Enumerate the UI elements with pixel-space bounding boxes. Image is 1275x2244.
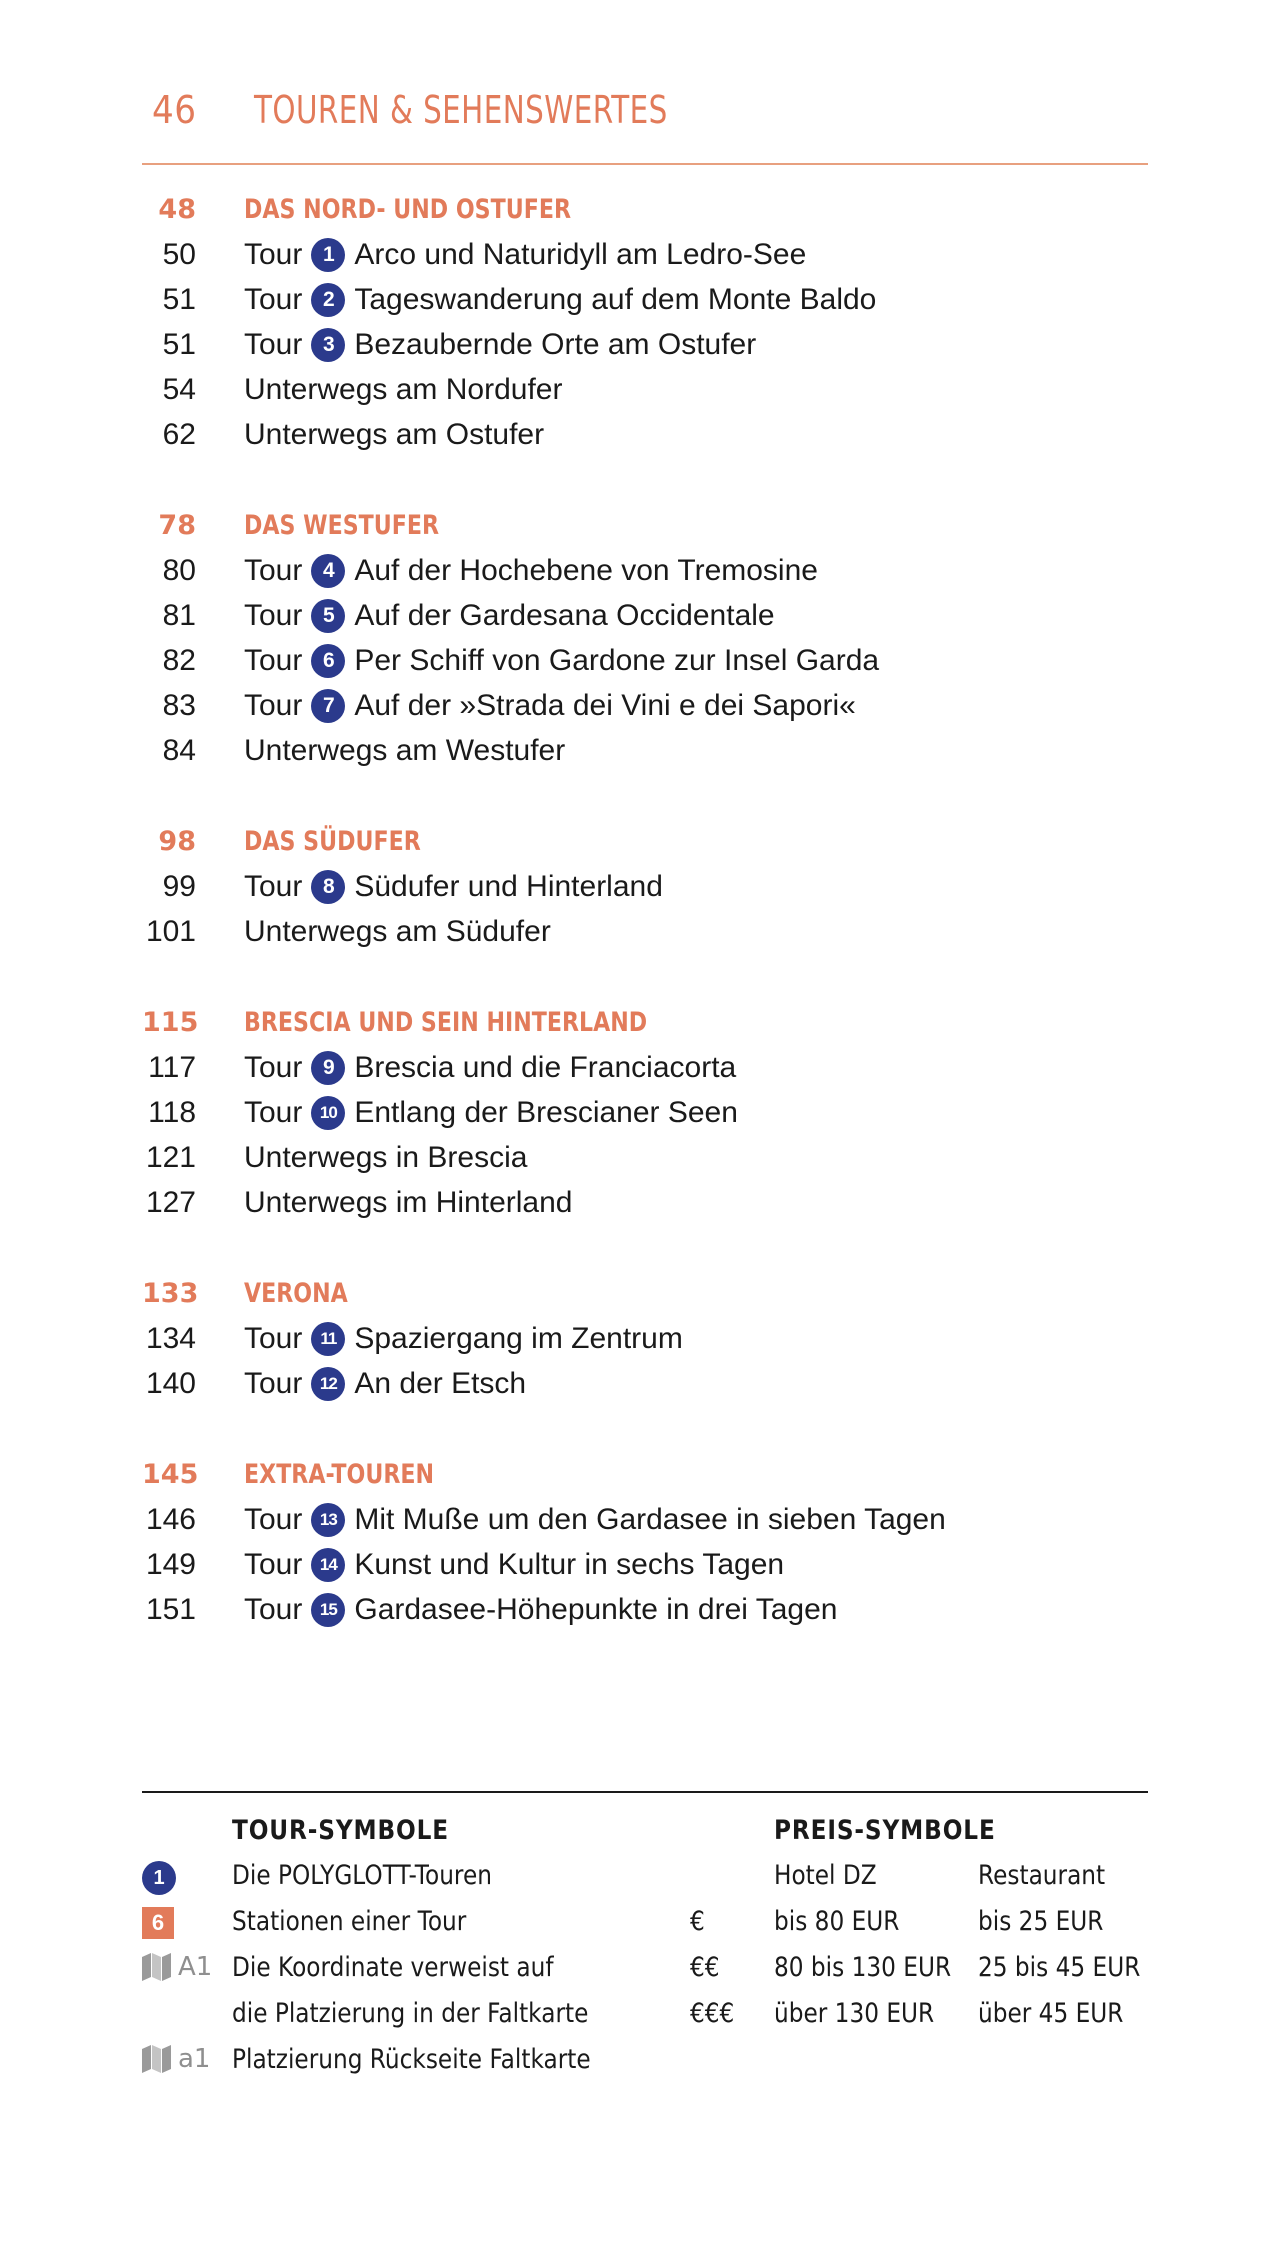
- entry-page-number: 50: [162, 237, 196, 271]
- price-restaurant: bis 25 EUR: [978, 1906, 1104, 1937]
- map-coordinate-code: A1: [178, 1952, 213, 1982]
- toc-section: [142, 1452, 1148, 1632]
- entry-label: Spaziergang im Zentrum: [354, 1321, 683, 1355]
- entry-page-number: 82: [162, 643, 196, 677]
- toc-entry[interactable]: [142, 1180, 1148, 1225]
- tour-word: Tour: [244, 688, 303, 722]
- tour-number-badge-icon: 7: [311, 689, 345, 723]
- tour-number-badge-icon: 8: [311, 870, 345, 904]
- entry-label: Tageswanderung auf dem Monte Baldo: [354, 282, 877, 316]
- tour-number-badge-icon: 3: [311, 328, 345, 362]
- toc-section-heading[interactable]: [142, 503, 1148, 548]
- tour-word: Tour: [244, 327, 303, 361]
- toc-tour-entry[interactable]: [142, 1587, 1148, 1632]
- toc-entry[interactable]: [142, 367, 1148, 412]
- tour-word: Tour: [244, 643, 303, 677]
- toc-section-heading[interactable]: [142, 187, 1148, 232]
- toc-section: [142, 819, 1148, 954]
- price-col-hotel: Hotel DZ: [774, 1860, 877, 1891]
- entry-label: Südufer und Hinterland: [354, 869, 663, 903]
- entry-label: Brescia und die Franciacorta: [354, 1050, 737, 1084]
- legend: [142, 1815, 1148, 2095]
- chapter-page-number[interactable]: 46: [152, 88, 197, 132]
- entry-page-number: 99: [162, 869, 196, 903]
- price-restaurant: 25 bis 45 EUR: [978, 1952, 1141, 1983]
- tour-word: Tour: [244, 869, 303, 903]
- section-page-number: 115: [142, 1007, 199, 1038]
- toc-section: [142, 1000, 1148, 1225]
- entry-label: Auf der Gardesana Occidentale: [354, 598, 775, 632]
- tour-number-badge-icon: 5: [311, 599, 345, 633]
- tour-word: Tour: [244, 1592, 303, 1626]
- toc-tour-entry[interactable]: [142, 864, 1148, 909]
- entry-label: Auf der Hochebene von Tremosine: [354, 553, 818, 587]
- section-page-number: 78: [158, 510, 196, 541]
- toc-tour-entry[interactable]: [142, 1090, 1148, 1135]
- section-page-number: 145: [142, 1459, 199, 1490]
- toc-section: [142, 503, 1148, 773]
- map-back-code: a1: [178, 2044, 211, 2074]
- entry-label: Unterwegs am Westufer: [244, 733, 566, 767]
- toc-section-heading[interactable]: [142, 1271, 1148, 1316]
- entry-label: Entlang der Brescianer Seen: [354, 1095, 738, 1129]
- section-page-number: 98: [158, 826, 196, 857]
- entry-label: Unterwegs in Brescia: [244, 1140, 528, 1174]
- entry-page-number: 54: [162, 372, 196, 406]
- toc-section-heading[interactable]: [142, 1452, 1148, 1497]
- price-symbol: €: [690, 1906, 705, 1937]
- tour-number-badge-icon: 4: [311, 554, 345, 588]
- section-title: VERONA: [244, 1278, 348, 1309]
- price-hotel: bis 80 EUR: [774, 1906, 900, 1937]
- entry-page-number: 151: [145, 1592, 196, 1626]
- section-title: DAS WESTUFER: [244, 510, 440, 541]
- entry-page-number: 101: [145, 914, 196, 948]
- toc-entry[interactable]: [142, 728, 1148, 773]
- tour-number-badge-icon: 15: [311, 1593, 345, 1627]
- tour-number-badge-icon: 14: [311, 1548, 345, 1582]
- entry-label: Mit Muße um den Gardasee in sieben Tagen: [354, 1502, 946, 1536]
- section-page-number: 133: [142, 1278, 199, 1309]
- section-title: DAS SÜDUFER: [244, 826, 421, 857]
- tour-number-badge-icon: 11: [311, 1322, 345, 1356]
- entry-page-number: 84: [162, 733, 196, 767]
- legend-divider: [142, 1791, 1148, 1793]
- tour-number-badge-icon: 13: [311, 1503, 345, 1537]
- tour-word: Tour: [244, 553, 303, 587]
- toc-tour-entry[interactable]: [142, 638, 1148, 683]
- entry-label: Bezaubernde Orte am Ostufer: [354, 327, 757, 361]
- price-hotel: über 130 EUR: [774, 1998, 935, 2029]
- folded-map-icon: [142, 1953, 172, 1981]
- section-page-number: 48: [158, 194, 196, 225]
- entry-page-number: 140: [145, 1366, 196, 1400]
- tour-word: Tour: [244, 1050, 303, 1084]
- entry-label: Per Schiff von Gardone zur Insel Garda: [354, 643, 880, 677]
- tour-word: Tour: [244, 237, 303, 271]
- tour-number-badge-icon: 1: [311, 238, 345, 272]
- price-restaurant: über 45 EUR: [978, 1998, 1124, 2029]
- toc-tour-entry[interactable]: [142, 1542, 1148, 1587]
- entry-page-number: 121: [145, 1140, 196, 1174]
- chapter-heading: [142, 88, 1148, 132]
- tour-word: Tour: [244, 598, 303, 632]
- entry-label: Kunst und Kultur in sechs Tagen: [354, 1547, 785, 1581]
- chapter-title: TOUREN & SEHENSWERTES: [254, 88, 668, 132]
- entry-page-number: 51: [162, 282, 196, 316]
- entry-label: Auf der »Strada dei Vini e dei Sapori«: [354, 688, 856, 722]
- entry-page-number: 62: [162, 417, 196, 451]
- table-of-contents: [142, 187, 1148, 1678]
- section-title: EXTRA-TOUREN: [244, 1459, 435, 1490]
- entry-page-number: 117: [148, 1050, 196, 1084]
- entry-page-number: 127: [145, 1185, 196, 1219]
- tour-symbols-heading: TOUR-SYMBOLE: [232, 1815, 450, 1846]
- entry-label: Unterwegs im Hinterland: [244, 1185, 573, 1219]
- toc-section: [142, 1271, 1148, 1406]
- toc-section-heading[interactable]: [142, 819, 1148, 864]
- toc-tour-entry[interactable]: [142, 1497, 1148, 1542]
- entry-page-number: 149: [145, 1547, 196, 1581]
- tour-word: Tour: [244, 1095, 303, 1129]
- tour-word: Tour: [244, 1502, 303, 1536]
- entry-page-number: 118: [148, 1095, 196, 1129]
- toc-tour-entry[interactable]: [142, 1045, 1148, 1090]
- tour-badge-description: Die POLYGLOTT-Touren: [232, 1860, 492, 1891]
- price-symbols-heading: PREIS-SYMBOLE: [774, 1815, 996, 1846]
- entry-page-number: 83: [162, 688, 196, 722]
- heading-divider: [142, 163, 1148, 165]
- price-symbol: €€€: [690, 1998, 735, 2029]
- section-title: BRESCIA UND SEIN HINTERLAND: [244, 1007, 648, 1038]
- tour-word: Tour: [244, 1321, 303, 1355]
- toc-entry[interactable]: [142, 412, 1148, 457]
- toc-tour-entry[interactable]: [142, 322, 1148, 367]
- tour-number-badge-icon: 9: [311, 1051, 345, 1085]
- price-symbol: €€: [690, 1952, 720, 1983]
- tour-word: Tour: [244, 282, 303, 316]
- toc-tour-entry[interactable]: [142, 683, 1148, 728]
- tour-number-badge-icon: 6: [311, 644, 345, 678]
- toc-tour-entry[interactable]: [142, 232, 1148, 277]
- map-coordinate-description-line-1: Die Koordinate verweist auf: [232, 1952, 554, 1983]
- map-back-description: Platzierung Rückseite Faltkarte: [232, 2044, 591, 2075]
- toc-section-heading[interactable]: [142, 1000, 1148, 1045]
- section-title: DAS NORD- UND OSTUFER: [244, 194, 571, 225]
- toc-tour-entry[interactable]: [142, 277, 1148, 322]
- entry-label: Unterwegs am Ostufer: [244, 417, 545, 451]
- toc-section: [142, 187, 1148, 457]
- station-description: Stationen einer Tour: [232, 1906, 467, 1937]
- entry-label: Arco und Naturidyll am Ledro-See: [354, 237, 807, 271]
- entry-label: An der Etsch: [354, 1366, 527, 1400]
- entry-page-number: 81: [162, 598, 196, 632]
- price-hotel: 80 bis 130 EUR: [774, 1952, 952, 1983]
- toc-tour-entry[interactable]: [142, 1316, 1148, 1361]
- entry-label: Gardasee-Höhepunkte in drei Tagen: [354, 1592, 838, 1626]
- entry-page-number: 51: [162, 327, 196, 361]
- station-square-symbol-icon: 6: [142, 1907, 174, 1939]
- toc-tour-entry[interactable]: [142, 1361, 1148, 1406]
- folded-map-back-icon: [142, 2045, 172, 2073]
- entry-page-number: 134: [145, 1321, 196, 1355]
- toc-tour-entry[interactable]: [142, 593, 1148, 638]
- entry-label: Unterwegs am Nordufer: [244, 372, 563, 406]
- tour-number-badge-icon: 12: [311, 1367, 345, 1401]
- entry-label: Unterwegs am Südufer: [244, 914, 551, 948]
- tour-badge-symbol-icon: 1: [142, 1861, 176, 1895]
- tour-word: Tour: [244, 1366, 303, 1400]
- tour-number-badge-icon: 10: [311, 1096, 345, 1130]
- tour-word: Tour: [244, 1547, 303, 1581]
- toc-entry[interactable]: [142, 1135, 1148, 1180]
- price-col-restaurant: Restaurant: [978, 1860, 1106, 1891]
- map-coordinate-description-line-2: die Platzierung in der Faltkarte: [232, 1998, 589, 2029]
- entry-page-number: 146: [145, 1502, 196, 1536]
- tour-number-badge-icon: 2: [311, 283, 345, 317]
- entry-page-number: 80: [162, 553, 196, 587]
- toc-entry[interactable]: [142, 909, 1148, 954]
- toc-tour-entry[interactable]: [142, 548, 1148, 593]
